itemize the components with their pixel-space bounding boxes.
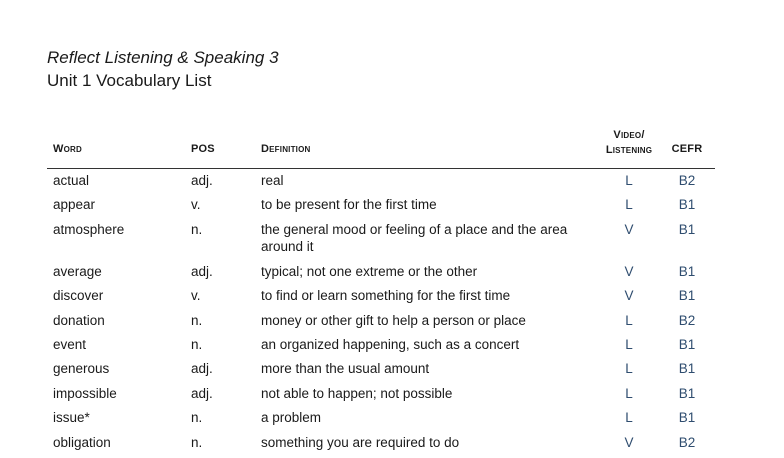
cell-cefr: B2 bbox=[678, 434, 696, 450]
table-row bbox=[0, 360, 784, 384]
cell-video-listening: V bbox=[624, 263, 634, 279]
cell-definition: more than the usual amount bbox=[261, 361, 430, 377]
cell-word: event bbox=[53, 336, 87, 352]
header-video-listening-line1: Video/ bbox=[613, 129, 645, 141]
cell-definition: the general mood or feeling of a place and the area around it bbox=[261, 221, 568, 254]
table-row bbox=[0, 221, 784, 263]
cell-word: actual bbox=[53, 173, 90, 188]
cell-word: atmosphere bbox=[53, 221, 125, 237]
cell-pos: n. bbox=[191, 221, 203, 237]
header-video-listening-line2: Listening bbox=[605, 144, 653, 156]
cell-pos: n. bbox=[191, 434, 203, 450]
document-title-block bbox=[47, 48, 279, 91]
cell-cefr: B2 bbox=[678, 173, 696, 188]
cell-definition: not able to happen; not possible bbox=[261, 385, 453, 401]
cell-pos: adj. bbox=[191, 361, 213, 377]
cell-cefr: B1 bbox=[678, 197, 696, 213]
header-cefr: CEFR bbox=[671, 143, 703, 155]
cell-cefr: B1 bbox=[678, 410, 696, 426]
cell-definition: a problem bbox=[261, 410, 322, 426]
header-definition: Definition bbox=[261, 143, 311, 155]
unit-title: Unit 1 Vocabulary List bbox=[47, 71, 212, 90]
table-row bbox=[0, 263, 784, 287]
cell-pos: adj. bbox=[191, 173, 213, 188]
cell-word: appear bbox=[53, 197, 96, 213]
cell-definition: to find or learn something for the first time bbox=[261, 288, 511, 304]
table-row bbox=[0, 196, 784, 220]
cell-word: discover bbox=[53, 288, 104, 304]
table-row bbox=[0, 287, 784, 311]
cell-definition: typical; not one extreme or the other bbox=[261, 263, 478, 279]
cell-video-listening: L bbox=[625, 336, 633, 352]
cell-definition: money or other gift to help a person or place bbox=[261, 312, 526, 328]
book-title: Reflect Listening & Speaking 3 bbox=[47, 48, 279, 67]
header-word: Word bbox=[53, 143, 82, 155]
header-pos: POS bbox=[191, 143, 215, 155]
table-header bbox=[0, 128, 784, 158]
header-divider bbox=[47, 168, 715, 169]
cell-word: impossible bbox=[53, 385, 117, 401]
cell-cefr: B1 bbox=[678, 385, 696, 401]
table-row bbox=[0, 336, 784, 360]
cell-pos: adj. bbox=[191, 263, 213, 279]
cell-cefr: B1 bbox=[678, 361, 696, 377]
table-row bbox=[0, 172, 784, 196]
cell-pos: v. bbox=[191, 288, 201, 304]
header-video-listening bbox=[600, 128, 658, 158]
table-row bbox=[0, 434, 784, 458]
cell-cefr: B1 bbox=[678, 263, 696, 279]
cell-cefr: B1 bbox=[678, 336, 696, 352]
cell-word: obligation bbox=[53, 434, 111, 450]
cell-pos: v. bbox=[191, 197, 201, 213]
table-row bbox=[0, 409, 784, 433]
cell-video-listening: V bbox=[624, 288, 634, 304]
cell-video-listening: L bbox=[625, 385, 633, 401]
cell-pos: n. bbox=[191, 312, 203, 328]
table-row bbox=[0, 385, 784, 409]
cell-word: average bbox=[53, 263, 102, 279]
cell-cefr: B1 bbox=[678, 221, 696, 237]
cell-cefr: B2 bbox=[678, 312, 696, 328]
cell-definition: something you are required to do bbox=[261, 434, 460, 450]
cell-definition: real bbox=[261, 173, 284, 188]
cell-video-listening: L bbox=[625, 312, 633, 328]
cell-cefr: B1 bbox=[678, 288, 696, 304]
cell-video-listening: L bbox=[625, 197, 633, 213]
cell-video-listening: L bbox=[625, 410, 633, 426]
cell-pos: adj. bbox=[191, 385, 213, 401]
cell-pos: n. bbox=[191, 336, 203, 352]
vocabulary-table-body bbox=[0, 172, 784, 458]
cell-word: generous bbox=[53, 361, 110, 377]
cell-video-listening: V bbox=[624, 221, 634, 237]
cell-video-listening: V bbox=[624, 434, 634, 450]
cell-video-listening: L bbox=[625, 173, 633, 188]
table-row bbox=[0, 312, 784, 336]
cell-video-listening: L bbox=[625, 361, 633, 377]
cell-pos: n. bbox=[191, 410, 203, 426]
cell-definition: an organized happening, such as a concert bbox=[261, 336, 520, 352]
cell-word: issue* bbox=[53, 410, 90, 426]
cell-definition: to be present for the first time bbox=[261, 197, 437, 213]
cell-word: donation bbox=[53, 312, 105, 328]
